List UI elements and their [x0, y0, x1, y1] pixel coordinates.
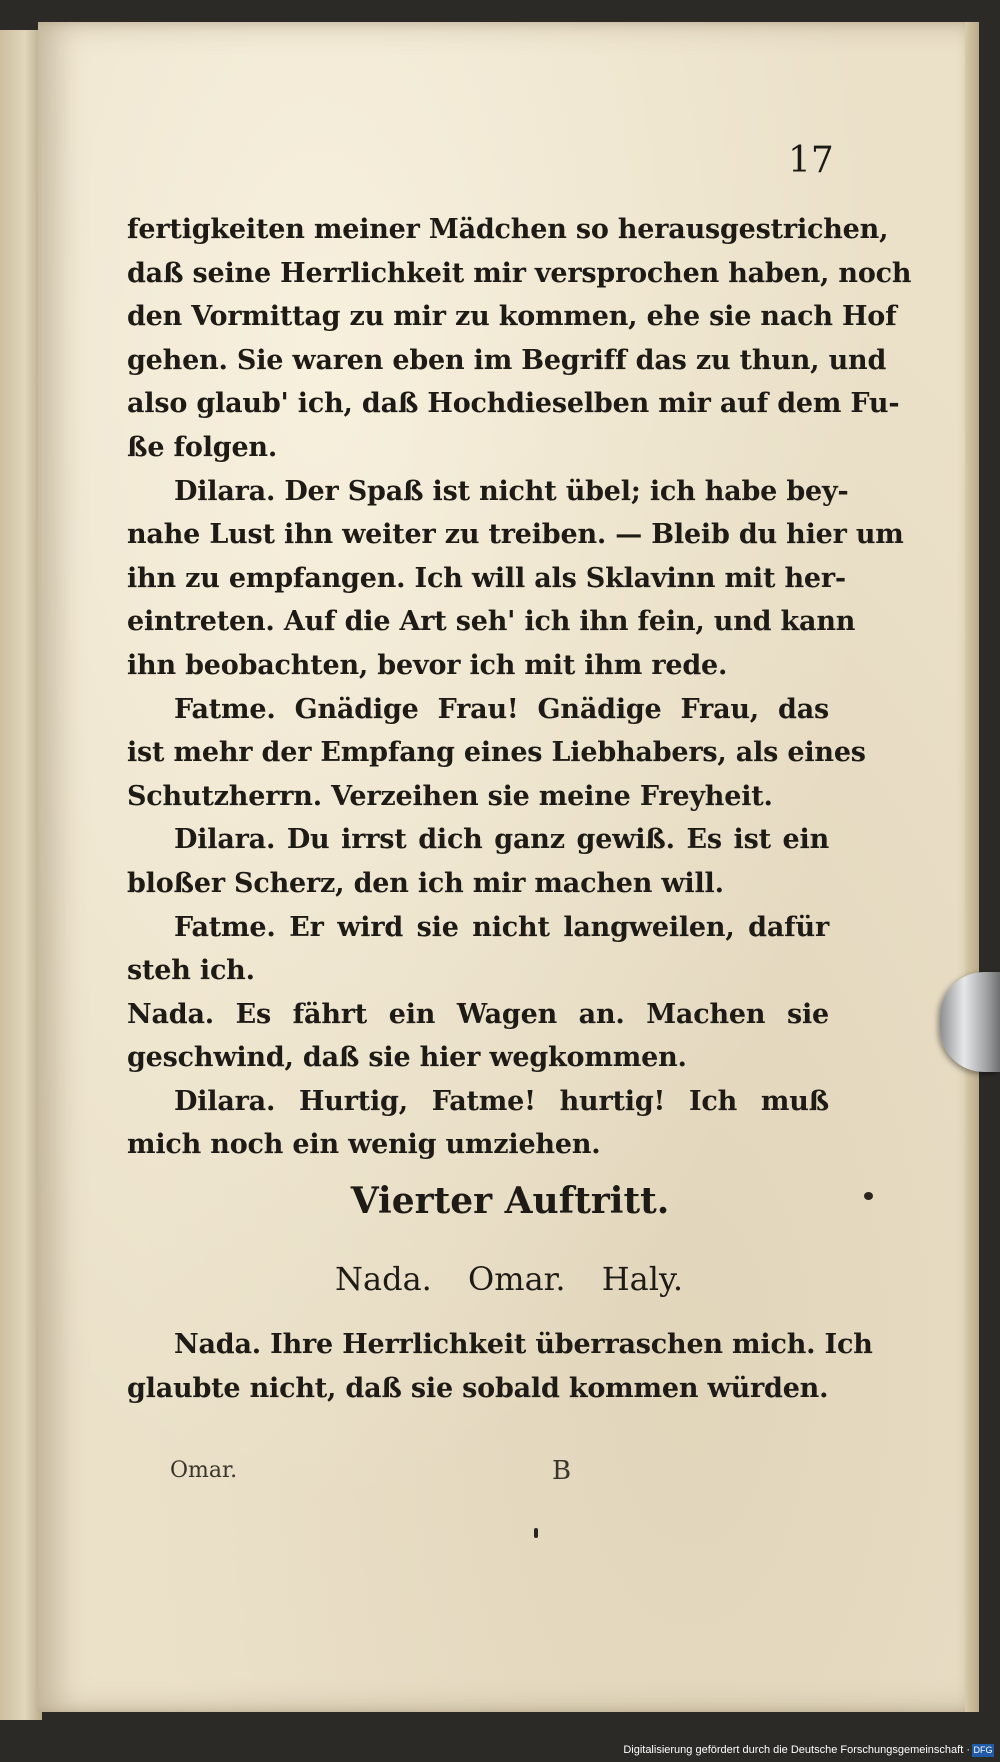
scene-heading-text: Vierter Auftritt.	[350, 1180, 670, 1222]
text-line: ihn zu empfangen. Ich will als Sklavinn mit her-	[127, 562, 846, 594]
scene-persons	[0, 1260, 1000, 1298]
body-text	[127, 208, 912, 1167]
text-line: Schutzherrn. Verzeihen sie meine Freyheit.	[127, 780, 773, 812]
text-line: bloßer Scherz, den ich mir machen will.	[127, 867, 724, 899]
text-line: ße folgen.	[127, 431, 278, 463]
text-line: Dilara. Der Spaß ist nicht übel; ich habe bey-	[174, 475, 849, 507]
page-edge	[965, 22, 979, 1712]
page-number: 17	[788, 140, 834, 181]
text-line: fertigkeiten meiner Mädchen so herausgestrichen,	[127, 214, 889, 245]
catchword: Omar.	[170, 1458, 238, 1483]
footer-credit: Digitalisierung gefördert durch die Deutsche Forschungsgemeinschaft ·	[623, 1744, 970, 1756]
after-text	[127, 1323, 873, 1410]
scene-heading	[0, 1180, 1000, 1222]
text-line: also glaub' ich, daß Hochdieselben mir auf dem Fu-	[127, 388, 900, 420]
text-line: Fatme. Er wird sie nicht langweilen, dafür	[174, 911, 829, 943]
text-line: steh ich.	[127, 955, 255, 987]
text-line: Dilara. Du irrst dich ganz gewiß. Es ist ein	[174, 824, 829, 856]
signature-mark: B	[552, 1456, 572, 1486]
scene-persons-text: Nada. Omar. Haly.	[335, 1260, 683, 1298]
dfg-logo-icon: DFG	[973, 1745, 993, 1755]
text-line: Nada. Es fährt ein Wagen an. Machen sie	[127, 998, 829, 1030]
text-line: Fatme. Gnädige Frau! Gnädige Frau, das	[174, 693, 829, 725]
text-line: ihn beobachten, bevor ich mit ihm rede.	[127, 649, 728, 681]
text-line: Dilara. Hurtig, Fatme! hurtig! Ich muß	[174, 1085, 829, 1117]
text-line: eintreten. Auf die Art seh' ich ihn fein, und kann	[127, 606, 856, 638]
text-line: Nada. Ihre Herrlichkeit überraschen mich. Ich	[174, 1329, 873, 1360]
ink-speck	[534, 1528, 538, 1538]
text-line: ist mehr der Empfang eines Liebhabers, als eines	[127, 737, 866, 769]
text-line: gehen. Sie waren eben im Begriff das zu thun, und	[127, 344, 887, 376]
text-line: nahe Lust ihn weiter zu treiben. — Bleib du hier um	[127, 519, 904, 551]
text-line: daß seine Herrlichkeit mir versprochen haben, noch	[127, 257, 912, 289]
text-line: glaubte nicht, daß sie sobald kommen würden.	[127, 1372, 829, 1404]
text-line: den Vormittag zu mir zu kommen, ehe sie nach Hof	[127, 301, 897, 333]
ink-speck	[864, 1192, 873, 1200]
left-page-edge	[0, 30, 42, 1720]
text-line: geschwind, daß sie hier wegkommen.	[127, 1042, 687, 1074]
text-line: mich noch ein wenig umziehen.	[127, 1129, 601, 1161]
